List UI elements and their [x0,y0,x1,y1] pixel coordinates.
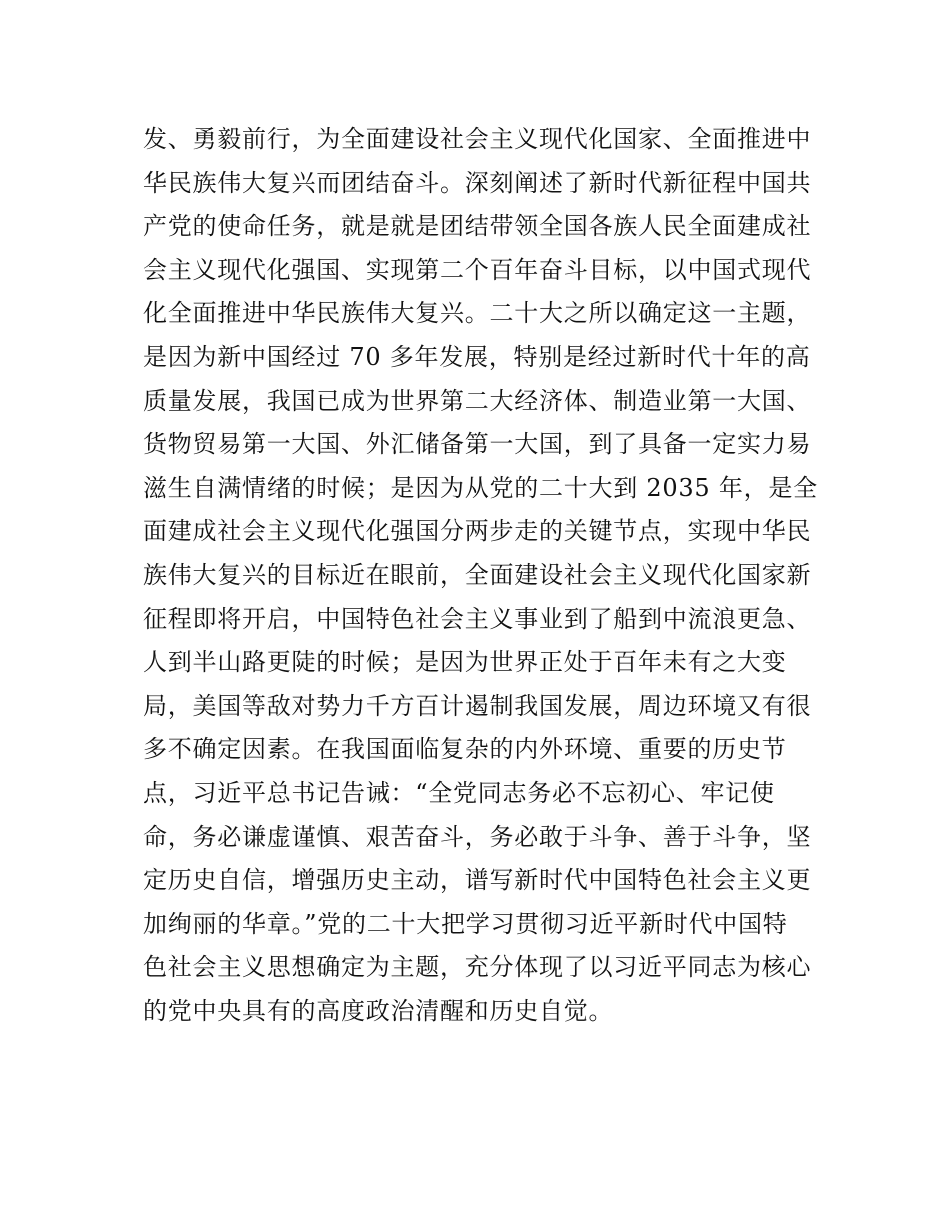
text-line: 滋生自满情绪的时候；是因为从党的二十大到 2035 年，是全 [143,473,818,502]
body-paragraph [143,118,823,1033]
text-line: 是因为新中国经过 70 多年发展，特别是经过新时代十年的高 [143,342,811,371]
text-line: 点，习近平总书记告诫：“全党同志务必不忘初心、牢记使 [143,778,775,807]
text-line: 色社会主义思想确定为主题，充分体现了以习近平同志为核心 [143,953,812,982]
text-line: 华民族伟大复兴而团结奋斗。深刻阐述了新时代新征程中国共 [143,168,812,197]
text-line: 的党中央具有的高度政治清醒和历史自觉。 [143,996,614,1025]
text-line: 族伟大复兴的目标近在眼前，全面建设社会主义现代化国家新 [143,560,812,589]
text-line: 产党的使命任务，就是就是团结带领全国各族人民全面建成社 [143,212,812,241]
text-line: 人到半山路更陡的时候；是因为世界正处于百年未有之大变 [143,648,787,677]
text-line: 化全面推进中华民族伟大复兴。二十大之所以确定这一主题， [143,299,812,328]
text-line: 征程即将开启，中国特色社会主义事业到了船到中流浪更急、 [143,604,812,633]
text-line: 面建成社会主义现代化强国分两步走的关键节点，实现中华民 [143,517,812,546]
text-line: 多不确定因素。在我国面临复杂的内外环境、重要的历史节 [143,735,787,764]
text-line: 质量发展，我国已成为世界第二大经济体、制造业第一大国、 [143,386,812,415]
text-line: 局，美国等敌对势力千方百计遏制我国发展，周边环境又有很 [143,691,812,720]
text-line: 定历史自信，增强历史主动，谱写新时代中国特色社会主义更 [143,866,812,895]
text-line: 命，务必谦虚谨慎、艰苦奋斗，务必敢于斗争、善于斗争，坚 [143,822,812,851]
text-line: 货物贸易第一大国、外汇储备第一大国，到了具备一定实力易 [143,430,812,459]
text-line: 会主义现代化强国、实现第二个百年奋斗目标，以中国式现代 [143,255,812,284]
text-line: 加绚丽的华章。”党的二十大把学习贯彻习近平新时代中国特 [143,909,788,938]
text-line: 发、勇毅前行，为全面建设社会主义现代化国家、全面推进中 [143,125,812,153]
